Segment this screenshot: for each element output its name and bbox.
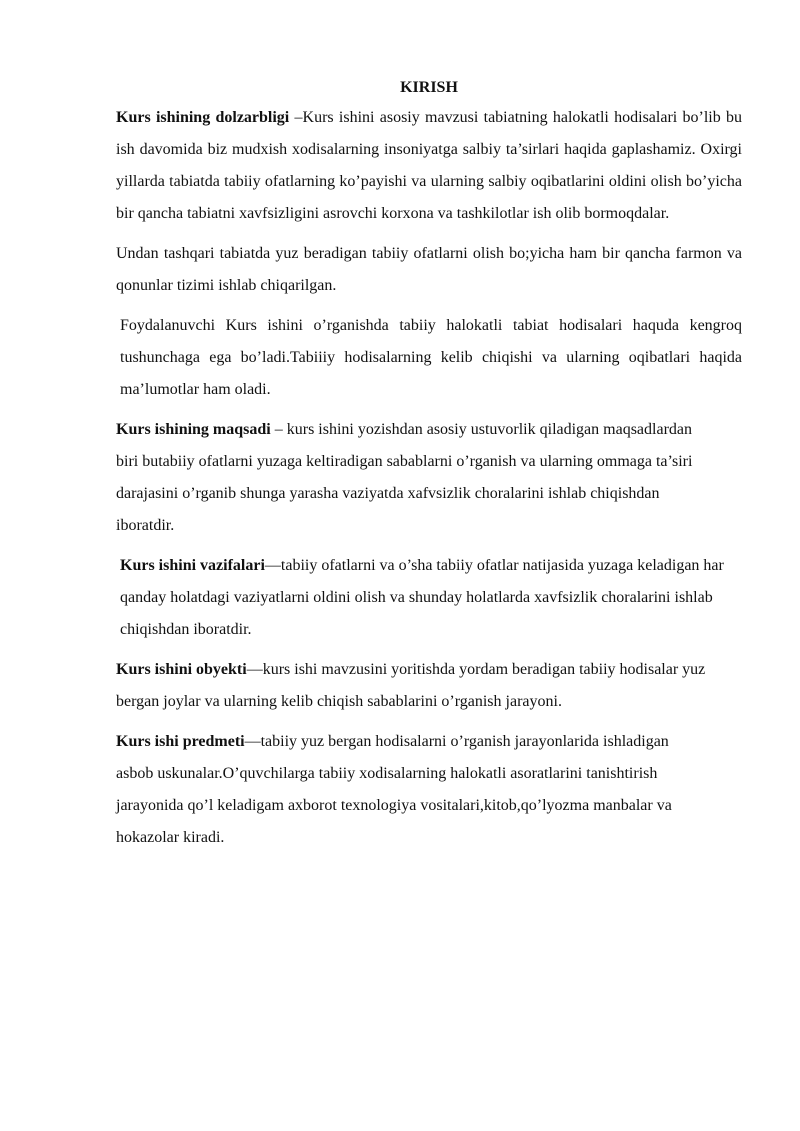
paragraph-text: Undan tashqari tabiatda yuz beradigan tabiiy ofatlarni olish bo;yicha ham bir qancha farmon va qonunlar tizimi ishlab chiqarilgan. [116,245,742,294]
paragraph-user [116,310,742,406]
paragraph-goal [116,414,716,542]
paragraph-laws [116,238,742,302]
paragraph-text: –Kurs ishini asosiy mavzusi tabiatning halokatli hodisalari bo’lib bu ish davomida biz mudxish xodisalarning insoniyatga salbiy ta’sirlari haqida gaplashamiz. Oxirgi yillarda tabiatda tabiiy ofatlarning ko’payishi va ularning salbiy oqibatlarini oldini olish bo’yicha bir qancha tabiatni xavfsizligini asrovchi korxona va tashkilotlar ish olib bormoqdalar. [116,109,742,222]
paragraph-text: —tabiiy ofatlarni va o’sha tabiiy ofatlar natijasida yuzaga keladigan har qanday holatdagi vaziyatlarni oldini olish va shunday holatlarda xavfsizlik choralarini ishlab chiqishdan iboratdir. [120,557,724,638]
paragraph-object [116,654,712,718]
paragraph-text: – kurs ishini yozishdan asosiy ustuvorlik qiladigan maqsadlardan biri butabiiy ofatlarni yuzaga keltiradigan sabablarni o’rganish va ularning ommaga ta’siri darajasini o’rganib shunga yarasha vaziyatda xafvsizlik choralarini ishlab chiqishdan iboratdir. [116,421,693,534]
paragraph-subject [116,726,696,854]
paragraph-text: —tabiiy yuz bergan hodisalarni o’rganish jarayonlarida ishladigan asbob uskunalar.O’quvchilarga tabiiy xodisalarning halokatli asoratlarini tanishtirish jarayonida qo’l keladigam axborot texnologiya vositalari,kitob,qo’lyozma manbalar va hokazolar kiradi. [116,733,672,846]
paragraph-tasks [116,550,732,646]
document-title: KIRISH [400,79,458,96]
paragraph-lead: Kurs ishining maqsadi [116,421,271,438]
document-page [116,76,742,854]
paragraph-lead: Kurs ishini obyekti [116,661,247,678]
paragraph-lead: Kurs ishini vazifalari [120,557,265,574]
paragraph-text: —kurs ishi mavzusini yoritishda yordam beradigan tabiiy hodisalar yuz bergan joylar va ularning kelib chiqish sabablarini o’rganish jarayoni. [116,661,706,710]
paragraph-lead: Kurs ishining dolzarbligi [116,109,290,126]
paragraph-text: Foydalanuvchi Kurs ishini o’rganishda tabiiy halokatli tabiat hodisalari haquda kengroq tushunchaga ega bo’ladi.Tabiiiy hodisalarning kelib chiqishi va ularning oqibatlari haqida ma’lumotlar ham oladi. [120,317,742,398]
paragraph-lead: Kurs ishi predmeti [116,733,245,750]
paragraph-relevance [116,102,742,230]
